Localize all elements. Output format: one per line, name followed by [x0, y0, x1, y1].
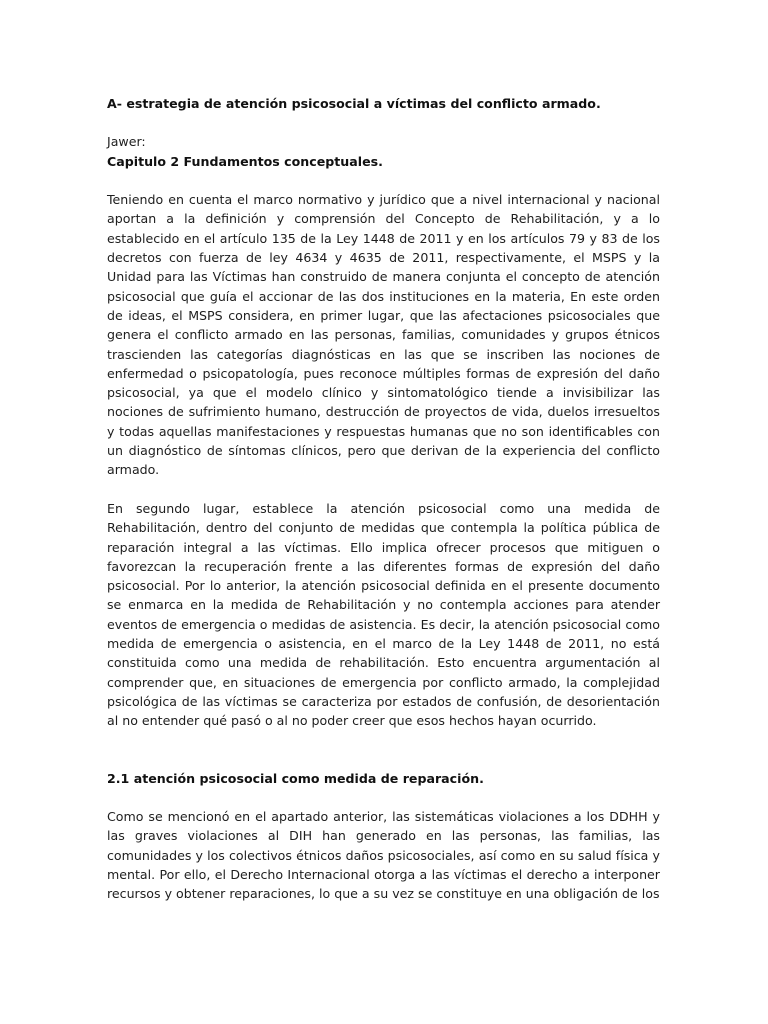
- body-paragraph: Como se mencionó en el apartado anterior, las sistemáticas violaciones a los DDHH y las graves violaciones al DIH han generado en las personas, las familias, las comunidades y los colectivos étnicos daños psicosociales, así como en su salud física y mental. Por ello, el Derecho Internacional otorga a las víctimas el derecho a interponer recursos y obtener reparaciones, lo que a su vez se constituye en una obligación de los: [107, 809, 660, 902]
- chapter-heading: Capitulo 2 Fundamentos conceptuales.: [107, 153, 383, 169]
- body-paragraph: Teniendo en cuenta el marco normativo y jurídico que a nivel internacional y nacional aportan a la definición y comprensión del Concepto de Rehabilitación, y a lo establecido en el artículo 135 de la Ley 1448 de 2011 y en los artículos 79 y 83 de los decretos con fuerza de ley 4634 y 4635 de 2011, respectivamente, el MSPS y la Unidad para las Víctimas han construido de manera conjunta el concepto de atención psicosocial que guía el accionar de las dos instituciones en la materia, En este orden de ideas, el MSPS considera, en primer lugar, que las afectaciones psicosociales que genera el conflicto armado en las personas, familias, comunidades y grupos étnicos trascienden las categorías diagnósticas en las que se inscriben las nociones de enfermedad o psicopatología, pues reconoce múltiples formas de expresión del daño psicosocial, ya que el modelo clínico y sintomatológico tiende a invisibilizar las nociones de sufrimiento humano, destrucción de proyectos de vida, duelos irresueltos y todas aquellas manifestaciones y respuestas humanas que no son identificables con un diagnóstico de síntomas clínicos, pero que derivan de la experiencia del conflicto armado.: [107, 192, 660, 478]
- document-page: [107, 94, 660, 904]
- section-2-1-heading: 2.1 atención psicosocial como medida de reparación.: [107, 770, 484, 786]
- section-a-heading: A- estrategia de atención psicosocial a víctimas del conflicto armado.: [107, 96, 601, 111]
- body-paragraph: En segundo lugar, establece la atención psicosocial como una medida de Rehabilitación, dentro del conjunto de medidas que contempla la política pública de reparación integral a las víctimas. Ello implica ofrecer procesos que mitiguen o favorezcan la recuperación frente a las diferentes formas de expresión del daño psicosocial. Por lo anterior, la atención psicosocial definida en el presente documento se enmarca en la medida de Rehabilitación y no contempla acciones para atender eventos de emergencia o medidas de asistencia. Es decir, la atención psicosocial como medida de emergencia o asistencia, en el marco de la Ley 1448 de 2011, no está constituida como una medida de rehabilitación. Esto encuentra argumentación al comprender que, en situaciones de emergencia por conflicto armado, la complejidad psicológica de las víctimas se caracteriza por estados de confusión, de desorientación al no entender qué pasó o al no poder creer que esos hechos hayan ocurrido.: [107, 500, 660, 729]
- author-line: Jawer:: [107, 134, 146, 150]
